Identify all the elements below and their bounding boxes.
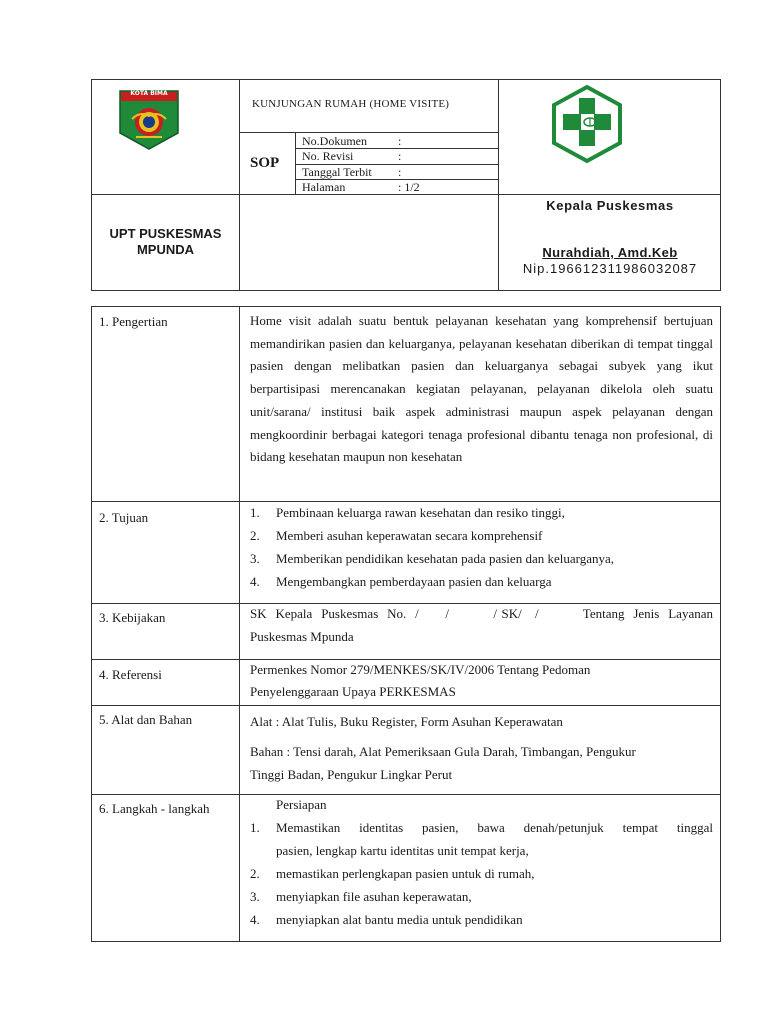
meta-no-dokumen xyxy=(302,134,500,149)
tujuan-list xyxy=(250,501,713,593)
section-label-referensi: 4. Referensi xyxy=(99,667,162,682)
pengertian-text-cell xyxy=(250,310,713,469)
section-label-pengertian: 1. Pengertian xyxy=(99,314,168,329)
list-item: 1. Pembinaan keluarga rawan kesehatan dan resiko tinggi, xyxy=(250,505,565,520)
meta-value: : xyxy=(398,134,402,148)
meta-value: : xyxy=(398,165,402,179)
list-item: 2. Memberi asuhan keperawatan secara komprehensif xyxy=(250,528,543,543)
section-label-kebijakan: 3. Kebijakan xyxy=(99,610,166,625)
langkah-intro: Persiapan xyxy=(276,797,327,812)
sop-divider xyxy=(295,132,296,194)
list-item: 2. memastikan perlengkapan pasien untuk di rumah, xyxy=(250,866,535,881)
list-item: 3. Memberikan pendidikan kesehatan pada pasien dan keluarganya, xyxy=(250,551,614,566)
meta-label: Halaman xyxy=(302,180,346,194)
meta-value: : 1/2 xyxy=(398,180,420,194)
kota-bima-logo xyxy=(118,89,180,151)
section-label-alat: 5. Alat dan Bahan xyxy=(99,712,193,727)
section-label-langkah: 6. Langkah - langkah xyxy=(99,801,210,816)
meta-tanggal-terbit xyxy=(302,165,500,180)
kebijakan-text: SK Kepala Puskesmas No. / / / SK/ / Tentang Jenis Layanan Puskesmas Mpunda xyxy=(250,606,713,644)
meta-halaman xyxy=(302,180,500,195)
meta-label: No.Dokumen xyxy=(302,134,367,148)
title-divider xyxy=(239,132,498,133)
langkah-content xyxy=(250,793,713,931)
kepala-name: Nurahdiah, Amd.Keb xyxy=(542,245,678,260)
kepala-title: Kepala Puskesmas xyxy=(546,198,674,213)
sop-body-table xyxy=(91,306,721,942)
meta-label: No. Revisi xyxy=(302,149,354,163)
sop-label: SOP xyxy=(250,155,280,171)
header-divider-1 xyxy=(239,80,240,290)
logo-text: KOTA BIMA xyxy=(130,90,168,97)
referensi-text: Permenkes Nomor 279/MENKES/SK/IV/2006 Tentang Pedoman Penyelenggaraan Upaya PERKESMAS xyxy=(250,662,591,699)
langkah-list xyxy=(250,816,713,931)
sop-header-table xyxy=(91,79,721,291)
section-label-tujuan: 2. Tujuan xyxy=(99,510,149,525)
unit-line1: UPT PUSKESMAS xyxy=(109,226,222,241)
meta-value: : xyxy=(398,149,402,163)
alat-text: Alat : Alat Tulis, Buku Register, Form Asuhan Keperawatan Bahan : Tensi darah, Alat Pemeriksaan Gula Darah, Timbangan, Pengukur Tinggi Badan, Pengukur Lingkar Perut xyxy=(250,714,636,782)
meta-label: Tanggal Terbit xyxy=(302,165,372,179)
meta-no-revisi xyxy=(302,149,500,164)
document-title: KUNJUNGAN RUMAH (HOME VISITE) xyxy=(252,98,450,110)
puskesmas-logo xyxy=(547,84,627,164)
pengertian-text: Home visit adalah suatu bentuk pelayanan kesehatan yang komprehensif bertujuan memandirikan pasien dan keluarganya, pelayanan kesehatan diberikan di tempat tinggal pasien dengan melibatkan pasien dan keluarganya sebagai subyek yang ikut berpartisipasi merencanakan kegiatan pelayanan, pelayanan dikelola oleh suatu unit/sarana/ institusi baik aspek administrasi maupun aspek pelayanan dengan mengkoordinir berbagai kategori tenaga profesional dibantu tenaga non profesional, di bidang kesehatan maupun non kesehatan xyxy=(250,313,713,465)
list-item: 4. Mengembangkan pemberdayaan pasien dan keluarga xyxy=(250,574,552,589)
list-item: 1. Memastikan identitas pasien, bawa denah/petunjuk tempat tinggal pasien, lengkap kartu identitas unit tempat kerja, xyxy=(250,820,713,858)
body-column-divider xyxy=(239,307,240,941)
unit-name xyxy=(92,226,239,258)
unit-line2: MPUNDA xyxy=(136,242,195,257)
list-item: 4. menyiapkan alat bantu media untuk pendidikan xyxy=(250,912,523,927)
list-item: 3. menyiapkan file asuhan keperawatan, xyxy=(250,889,472,904)
kepala-nip: Nip.196612311986032087 xyxy=(522,261,698,276)
